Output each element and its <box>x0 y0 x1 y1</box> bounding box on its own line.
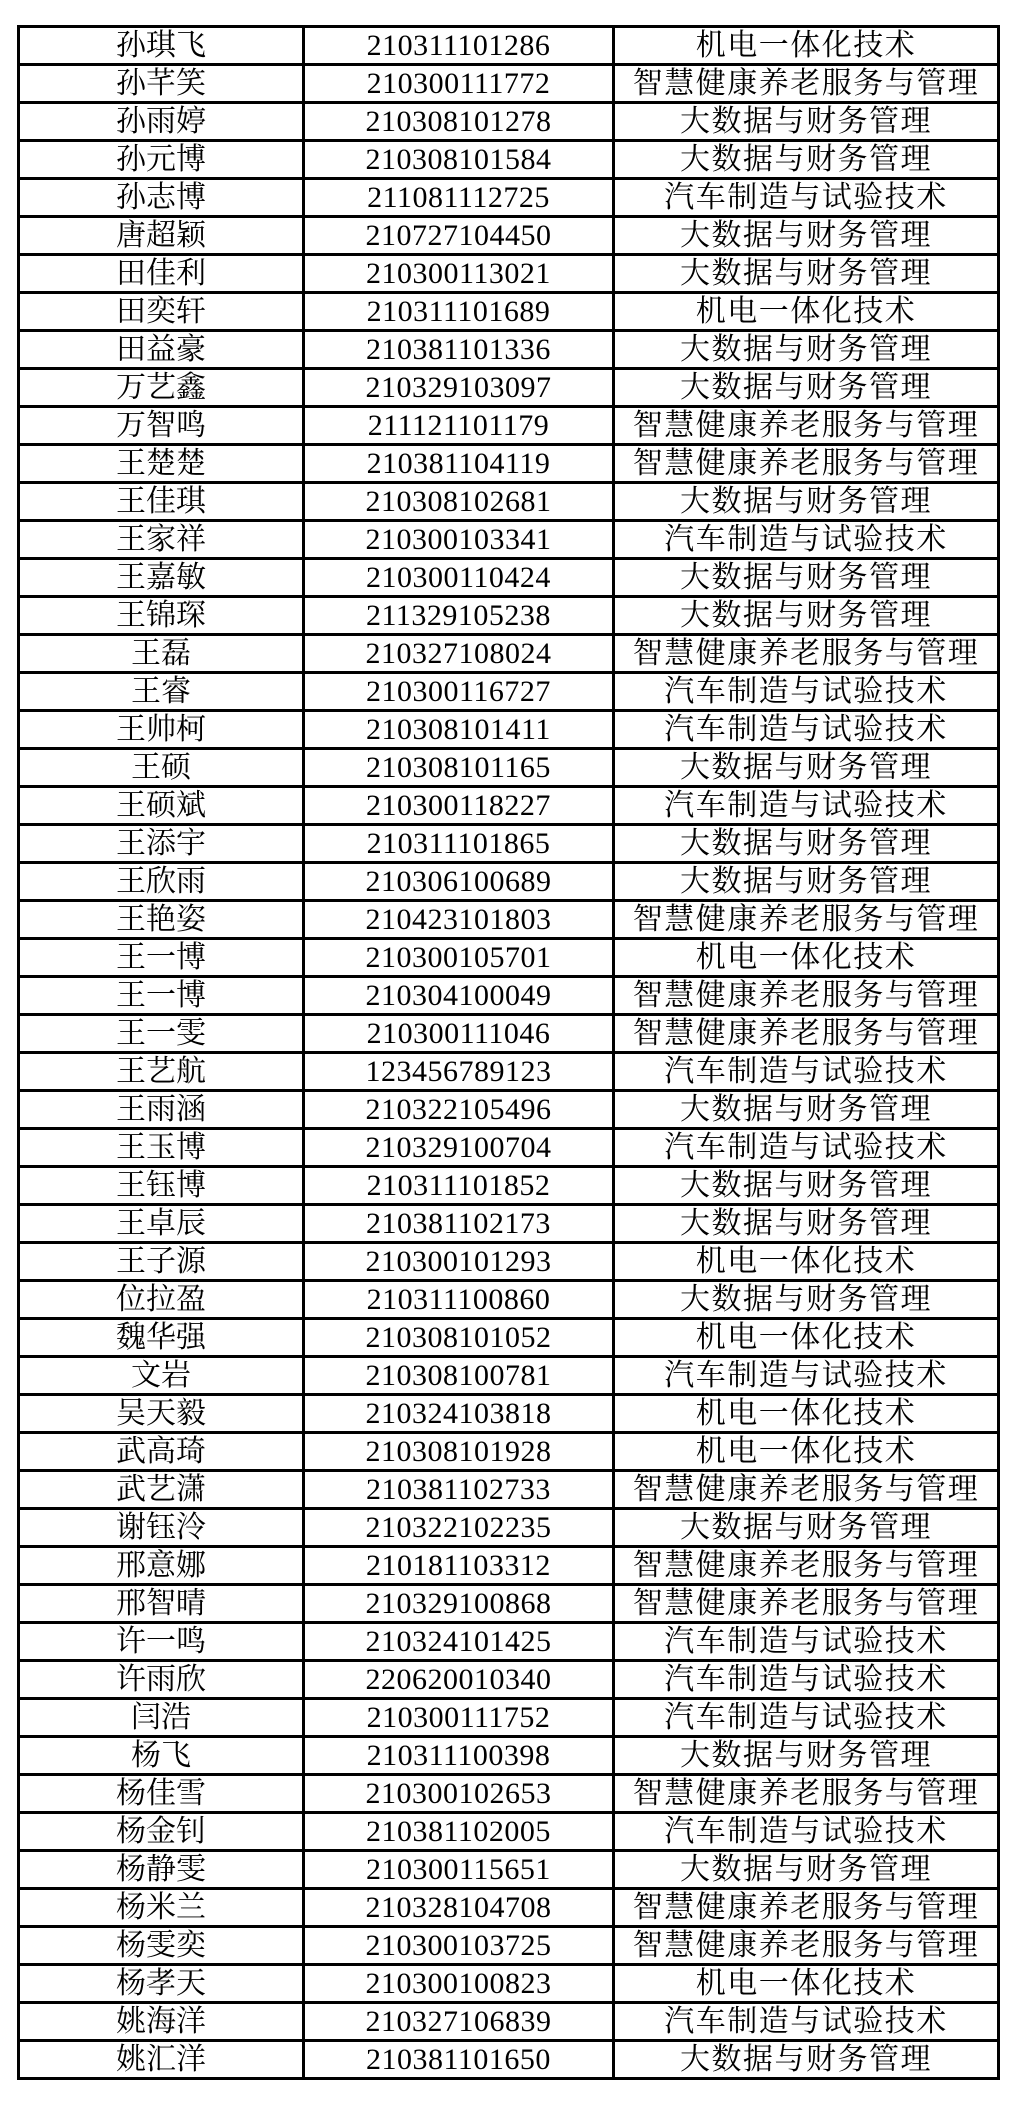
student-id-cell: 210311101852 <box>304 1167 614 1205</box>
student-name-cell: 闫浩 <box>19 1699 304 1737</box>
student-id-cell: 210311101865 <box>304 825 614 863</box>
student-name-cell: 田佳利 <box>19 255 304 293</box>
table-row <box>19 901 999 939</box>
major-cell: 机电一体化技术 <box>614 1319 999 1357</box>
major-cell: 机电一体化技术 <box>614 1243 999 1281</box>
table-row <box>19 1547 999 1585</box>
major-cell: 智慧健康养老服务与管理 <box>614 1585 999 1623</box>
student-name-cell: 文岩 <box>19 1357 304 1395</box>
student-name-cell: 王一雯 <box>19 1015 304 1053</box>
major-cell: 大数据与财务管理 <box>614 749 999 787</box>
major-cell: 智慧健康养老服务与管理 <box>614 1471 999 1509</box>
student-id-cell: 210727104450 <box>304 217 614 255</box>
table-row <box>19 1281 999 1319</box>
student-name-cell: 许一鸣 <box>19 1623 304 1661</box>
student-table-body <box>19 27 999 2079</box>
major-cell: 大数据与财务管理 <box>614 369 999 407</box>
major-cell: 汽车制造与试验技术 <box>614 521 999 559</box>
student-id-cell: 210300103341 <box>304 521 614 559</box>
student-name-cell: 王磊 <box>19 635 304 673</box>
major-cell: 大数据与财务管理 <box>614 1509 999 1547</box>
table-row <box>19 1965 999 2003</box>
student-name-cell: 杨静雯 <box>19 1851 304 1889</box>
table-row <box>19 521 999 559</box>
student-name-cell: 王睿 <box>19 673 304 711</box>
student-name-cell: 王添宇 <box>19 825 304 863</box>
table-row <box>19 1395 999 1433</box>
major-cell: 机电一体化技术 <box>614 939 999 977</box>
student-id-cell: 210381102005 <box>304 1813 614 1851</box>
student-id-cell: 210327106839 <box>304 2003 614 2041</box>
major-cell: 汽车制造与试验技术 <box>614 1699 999 1737</box>
table-row <box>19 1509 999 1547</box>
table-row <box>19 1623 999 1661</box>
student-name-cell: 王子源 <box>19 1243 304 1281</box>
table-row <box>19 141 999 179</box>
student-id-cell: 210308100781 <box>304 1357 614 1395</box>
major-cell: 智慧健康养老服务与管理 <box>614 65 999 103</box>
student-name-cell: 杨飞 <box>19 1737 304 1775</box>
major-cell: 大数据与财务管理 <box>614 863 999 901</box>
table-row <box>19 825 999 863</box>
table-row <box>19 1129 999 1167</box>
table-row <box>19 65 999 103</box>
major-cell: 大数据与财务管理 <box>614 1737 999 1775</box>
table-row <box>19 1357 999 1395</box>
student-id-cell: 210308101052 <box>304 1319 614 1357</box>
student-id-cell: 210381101650 <box>304 2041 614 2079</box>
student-id-cell: 210328104708 <box>304 1889 614 1927</box>
student-id-cell: 210308101584 <box>304 141 614 179</box>
student-id-cell: 210308102681 <box>304 483 614 521</box>
major-cell: 大数据与财务管理 <box>614 1091 999 1129</box>
student-id-cell: 210300116727 <box>304 673 614 711</box>
student-name-cell: 邢意娜 <box>19 1547 304 1585</box>
student-id-cell: 210381104119 <box>304 445 614 483</box>
student-id-cell: 123456789123 <box>304 1053 614 1091</box>
student-name-cell: 王卓辰 <box>19 1205 304 1243</box>
student-id-cell: 210300111752 <box>304 1699 614 1737</box>
student-id-cell: 210311100398 <box>304 1737 614 1775</box>
student-name-cell: 王硕 <box>19 749 304 787</box>
major-cell: 智慧健康养老服务与管理 <box>614 901 999 939</box>
student-id-cell: 210306100689 <box>304 863 614 901</box>
student-id-cell: 210381102173 <box>304 1205 614 1243</box>
table-row <box>19 217 999 255</box>
table-row <box>19 369 999 407</box>
student-id-cell: 210300115651 <box>304 1851 614 1889</box>
major-cell: 汽车制造与试验技术 <box>614 1661 999 1699</box>
student-id-cell: 210181103312 <box>304 1547 614 1585</box>
student-name-cell: 王楚楚 <box>19 445 304 483</box>
major-cell: 大数据与财务管理 <box>614 103 999 141</box>
student-id-cell: 210300113021 <box>304 255 614 293</box>
student-name-cell: 王欣雨 <box>19 863 304 901</box>
student-name-cell: 万艺鑫 <box>19 369 304 407</box>
table-row <box>19 255 999 293</box>
table-row <box>19 1015 999 1053</box>
table-row <box>19 331 999 369</box>
student-id-cell: 210300103725 <box>304 1927 614 1965</box>
major-cell: 汽车制造与试验技术 <box>614 1129 999 1167</box>
table-row <box>19 1167 999 1205</box>
major-cell: 机电一体化技术 <box>614 1395 999 1433</box>
student-id-cell: 210311101689 <box>304 293 614 331</box>
student-id-cell: 210329100704 <box>304 1129 614 1167</box>
major-cell: 机电一体化技术 <box>614 293 999 331</box>
major-cell: 汽车制造与试验技术 <box>614 711 999 749</box>
student-name-cell: 杨金钊 <box>19 1813 304 1851</box>
student-id-cell: 210324101425 <box>304 1623 614 1661</box>
student-name-cell: 王帅柯 <box>19 711 304 749</box>
major-cell: 智慧健康养老服务与管理 <box>614 977 999 1015</box>
student-name-cell: 位拉盈 <box>19 1281 304 1319</box>
table-row <box>19 1319 999 1357</box>
student-id-cell: 210308101411 <box>304 711 614 749</box>
major-cell: 大数据与财务管理 <box>614 825 999 863</box>
student-name-cell: 王钰博 <box>19 1167 304 1205</box>
student-id-cell: 210381102733 <box>304 1471 614 1509</box>
student-name-cell: 孙琪飞 <box>19 27 304 65</box>
major-cell: 汽车制造与试验技术 <box>614 673 999 711</box>
student-name-cell: 王佳琪 <box>19 483 304 521</box>
student-name-cell: 王雨涵 <box>19 1091 304 1129</box>
major-cell: 智慧健康养老服务与管理 <box>614 1889 999 1927</box>
table-row <box>19 2041 999 2079</box>
student-id-cell: 210304100049 <box>304 977 614 1015</box>
student-id-cell: 210300102653 <box>304 1775 614 1813</box>
major-cell: 汽车制造与试验技术 <box>614 787 999 825</box>
student-id-cell: 210329103097 <box>304 369 614 407</box>
student-name-cell: 武高琦 <box>19 1433 304 1471</box>
student-id-cell: 210300101293 <box>304 1243 614 1281</box>
student-table <box>17 25 1000 2080</box>
student-id-cell: 210327108024 <box>304 635 614 673</box>
major-cell: 汽车制造与试验技术 <box>614 1623 999 1661</box>
student-name-cell: 谢钰泠 <box>19 1509 304 1547</box>
major-cell: 机电一体化技术 <box>614 1965 999 2003</box>
table-row <box>19 559 999 597</box>
student-name-cell: 许雨欣 <box>19 1661 304 1699</box>
table-row <box>19 483 999 521</box>
major-cell: 智慧健康养老服务与管理 <box>614 1547 999 1585</box>
student-name-cell: 魏华强 <box>19 1319 304 1357</box>
table-row <box>19 1471 999 1509</box>
major-cell: 机电一体化技术 <box>614 27 999 65</box>
table-row <box>19 445 999 483</box>
student-id-cell: 210308101928 <box>304 1433 614 1471</box>
student-name-cell: 王硕斌 <box>19 787 304 825</box>
student-id-cell: 210324103818 <box>304 1395 614 1433</box>
student-name-cell: 邢智晴 <box>19 1585 304 1623</box>
student-name-cell: 王嘉敏 <box>19 559 304 597</box>
table-row <box>19 1889 999 1927</box>
student-name-cell: 田益豪 <box>19 331 304 369</box>
student-name-cell: 姚汇洋 <box>19 2041 304 2079</box>
student-name-cell: 王一博 <box>19 977 304 1015</box>
major-cell: 智慧健康养老服务与管理 <box>614 407 999 445</box>
student-id-cell: 210311101286 <box>304 27 614 65</box>
table-row <box>19 787 999 825</box>
major-cell: 汽车制造与试验技术 <box>614 1357 999 1395</box>
student-name-cell: 孙志博 <box>19 179 304 217</box>
major-cell: 智慧健康养老服务与管理 <box>614 635 999 673</box>
student-id-cell: 210329100868 <box>304 1585 614 1623</box>
major-cell: 智慧健康养老服务与管理 <box>614 445 999 483</box>
major-cell: 大数据与财务管理 <box>614 141 999 179</box>
major-cell: 智慧健康养老服务与管理 <box>614 1015 999 1053</box>
major-cell: 大数据与财务管理 <box>614 1205 999 1243</box>
major-cell: 大数据与财务管理 <box>614 217 999 255</box>
major-cell: 大数据与财务管理 <box>614 2041 999 2079</box>
student-id-cell: 210381101336 <box>304 331 614 369</box>
table-row <box>19 673 999 711</box>
student-name-cell: 吴天毅 <box>19 1395 304 1433</box>
student-name-cell: 孙元博 <box>19 141 304 179</box>
student-id-cell: 211121101179 <box>304 407 614 445</box>
student-id-cell: 210322105496 <box>304 1091 614 1129</box>
table-row <box>19 1813 999 1851</box>
student-id-cell: 210322102235 <box>304 1509 614 1547</box>
table-row <box>19 1775 999 1813</box>
table-row <box>19 863 999 901</box>
major-cell: 大数据与财务管理 <box>614 1167 999 1205</box>
student-name-cell: 王一博 <box>19 939 304 977</box>
table-row <box>19 1661 999 1699</box>
student-name-cell: 杨米兰 <box>19 1889 304 1927</box>
student-name-cell: 杨雯奕 <box>19 1927 304 1965</box>
student-name-cell: 唐超颖 <box>19 217 304 255</box>
major-cell: 大数据与财务管理 <box>614 559 999 597</box>
student-id-cell: 220620010340 <box>304 1661 614 1699</box>
student-name-cell: 万智鸣 <box>19 407 304 445</box>
major-cell: 大数据与财务管理 <box>614 597 999 635</box>
table-row <box>19 1927 999 1965</box>
major-cell: 智慧健康养老服务与管理 <box>614 1775 999 1813</box>
student-name-cell: 孙雨婷 <box>19 103 304 141</box>
student-id-cell: 210311100860 <box>304 1281 614 1319</box>
student-name-cell: 王家祥 <box>19 521 304 559</box>
student-id-cell: 210308101278 <box>304 103 614 141</box>
table-row <box>19 1243 999 1281</box>
table-row <box>19 1851 999 1889</box>
table-row <box>19 1585 999 1623</box>
student-id-cell: 210300110424 <box>304 559 614 597</box>
table-row <box>19 711 999 749</box>
student-id-cell: 210300118227 <box>304 787 614 825</box>
table-row <box>19 1737 999 1775</box>
major-cell: 汽车制造与试验技术 <box>614 2003 999 2041</box>
table-row <box>19 939 999 977</box>
student-name-cell: 王玉博 <box>19 1129 304 1167</box>
major-cell: 智慧健康养老服务与管理 <box>614 1927 999 1965</box>
table-row <box>19 635 999 673</box>
student-name-cell: 杨孝天 <box>19 1965 304 2003</box>
table-row <box>19 1053 999 1091</box>
student-id-cell: 210308101165 <box>304 749 614 787</box>
table-row <box>19 2003 999 2041</box>
table-row <box>19 27 999 65</box>
student-name-cell: 王艺航 <box>19 1053 304 1091</box>
student-name-cell: 武艺潇 <box>19 1471 304 1509</box>
table-row <box>19 1205 999 1243</box>
table-row <box>19 977 999 1015</box>
student-id-cell: 210300100823 <box>304 1965 614 2003</box>
student-name-cell: 姚海洋 <box>19 2003 304 2041</box>
table-row <box>19 1091 999 1129</box>
major-cell: 汽车制造与试验技术 <box>614 1813 999 1851</box>
major-cell: 大数据与财务管理 <box>614 331 999 369</box>
student-name-cell: 孙芊笑 <box>19 65 304 103</box>
major-cell: 大数据与财务管理 <box>614 1851 999 1889</box>
student-id-cell: 211081112725 <box>304 179 614 217</box>
student-name-cell: 王艳姿 <box>19 901 304 939</box>
student-id-cell: 210300105701 <box>304 939 614 977</box>
student-id-cell: 210300111772 <box>304 65 614 103</box>
student-id-cell: 211329105238 <box>304 597 614 635</box>
table-row <box>19 407 999 445</box>
major-cell: 大数据与财务管理 <box>614 255 999 293</box>
student-id-cell: 210423101803 <box>304 901 614 939</box>
table-row <box>19 597 999 635</box>
student-id-cell: 210300111046 <box>304 1015 614 1053</box>
student-name-cell: 王锦琛 <box>19 597 304 635</box>
table-row <box>19 1699 999 1737</box>
table-row <box>19 103 999 141</box>
major-cell: 机电一体化技术 <box>614 1433 999 1471</box>
major-cell: 汽车制造与试验技术 <box>614 179 999 217</box>
student-name-cell: 田奕轩 <box>19 293 304 331</box>
major-cell: 大数据与财务管理 <box>614 1281 999 1319</box>
table-row <box>19 1433 999 1471</box>
table-row <box>19 749 999 787</box>
major-cell: 大数据与财务管理 <box>614 483 999 521</box>
table-row <box>19 293 999 331</box>
major-cell: 汽车制造与试验技术 <box>614 1053 999 1091</box>
student-name-cell: 杨佳雪 <box>19 1775 304 1813</box>
table-row <box>19 179 999 217</box>
